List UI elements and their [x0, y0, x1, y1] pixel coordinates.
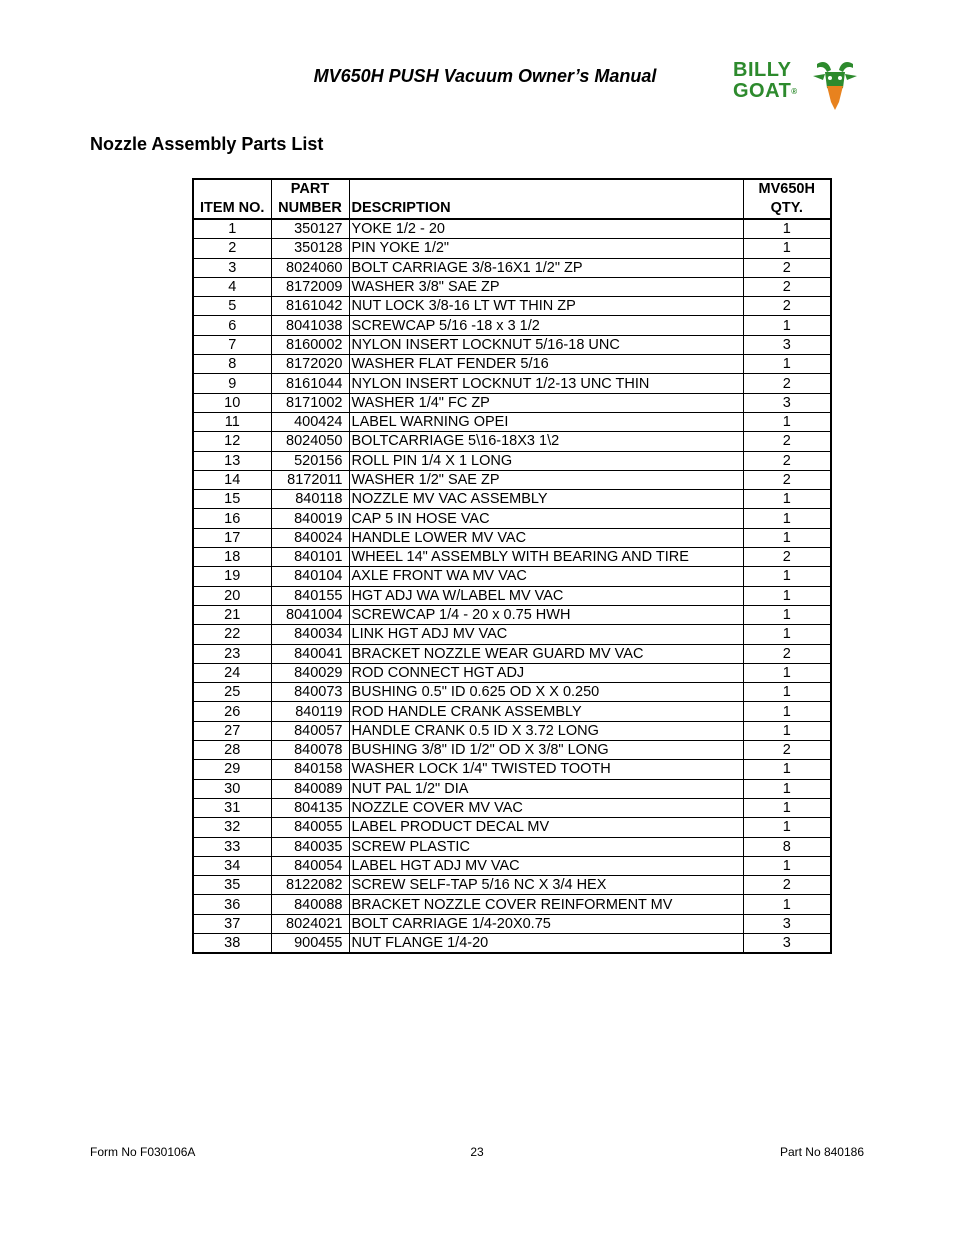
section-title: Nozzle Assembly Parts List [90, 134, 324, 154]
description-cell: HANDLE LOWER MV VAC [349, 528, 743, 547]
description-cell: BOLT CARRIAGE 3/8-16X1 1/2" ZP [349, 258, 743, 277]
parts-table-header [193, 179, 831, 219]
logo-line1: BILLY [733, 59, 792, 81]
description-cell: NUT LOCK 3/8-16 LT WT THIN ZP [349, 297, 743, 316]
description-cell: WASHER LOCK 1/4" TWISTED TOOTH [349, 760, 743, 779]
description-cell: BRACKET NOZZLE COVER REINFORMENT MV [349, 895, 743, 914]
description-cell: WASHER 3/8" SAE ZP [349, 277, 743, 296]
description-cell: NUT PAL 1/2" DIA [349, 779, 743, 798]
description-cell: SCREW SELF-TAP 5/16 NC X 3/4 HEX [349, 876, 743, 895]
part-number-cell: 400424 [271, 412, 349, 431]
part-number-cell: 8024050 [271, 432, 349, 451]
description-cell: NOZZLE MV VAC ASSEMBLY [349, 490, 743, 509]
table-row [193, 876, 831, 895]
description-cell: SCREWCAP 1/4 - 20 x 0.75 HWH [349, 605, 743, 624]
table-row [193, 374, 831, 393]
item-number-cell: 27 [193, 721, 271, 740]
table-row [193, 605, 831, 624]
part-number-cell: 350127 [271, 219, 349, 239]
quantity-cell: 1 [743, 760, 831, 779]
parts-table [192, 178, 832, 954]
table-row [193, 837, 831, 856]
item-number-cell: 25 [193, 683, 271, 702]
quantity-cell: 3 [743, 933, 831, 953]
description-cell: LABEL HGT ADJ MV VAC [349, 856, 743, 875]
table-row [193, 470, 831, 489]
goat-head-icon [809, 58, 861, 112]
part-number-cell: 840158 [271, 760, 349, 779]
description-cell: ROD HANDLE CRANK ASSEMBLY [349, 702, 743, 721]
part-number-cell: 520156 [271, 451, 349, 470]
description-cell: NYLON INSERT LOCKNUT 5/16-18 UNC [349, 335, 743, 354]
footer-form-number: Form No F030106A [90, 1145, 196, 1159]
table-row [193, 779, 831, 798]
quantity-cell: 1 [743, 355, 831, 374]
header-item-top [193, 179, 271, 199]
item-number-cell: 13 [193, 451, 271, 470]
quantity-cell: 2 [743, 470, 831, 489]
header-part-top: PART [271, 179, 349, 199]
table-row [193, 625, 831, 644]
description-cell: LINK HGT ADJ MV VAC [349, 625, 743, 644]
description-cell: HANDLE CRANK 0.5 ID X 3.72 LONG [349, 721, 743, 740]
description-cell: NOZZLE COVER MV VAC [349, 798, 743, 817]
item-number-cell: 6 [193, 316, 271, 335]
item-number-cell: 18 [193, 548, 271, 567]
item-number-cell: 38 [193, 933, 271, 953]
table-row [193, 509, 831, 528]
header-item-no: ITEM NO. [193, 199, 271, 219]
quantity-cell: 2 [743, 297, 831, 316]
table-row [193, 702, 831, 721]
item-number-cell: 34 [193, 856, 271, 875]
item-number-cell: 37 [193, 914, 271, 933]
part-number-cell: 840057 [271, 721, 349, 740]
quantity-cell: 1 [743, 663, 831, 682]
footer-part-number: Part No 840186 [779, 1145, 864, 1159]
item-number-cell: 36 [193, 895, 271, 914]
quantity-cell: 3 [743, 914, 831, 933]
quantity-cell: 1 [743, 683, 831, 702]
part-number-cell: 900455 [271, 933, 349, 953]
quantity-cell: 1 [743, 586, 831, 605]
billy-goat-logo [733, 58, 861, 114]
description-cell: BUSHING 3/8" ID 1/2" OD X 3/8" LONG [349, 741, 743, 760]
part-number-cell: 8172011 [271, 470, 349, 489]
table-row [193, 335, 831, 354]
table-row [193, 412, 831, 431]
quantity-cell: 1 [743, 605, 831, 624]
header-desc-top [349, 179, 743, 199]
table-row [193, 933, 831, 953]
item-number-cell: 8 [193, 355, 271, 374]
part-number-cell: 8024021 [271, 914, 349, 933]
quantity-cell: 1 [743, 528, 831, 547]
part-number-cell: 804135 [271, 798, 349, 817]
item-number-cell: 5 [193, 297, 271, 316]
description-cell: BOLT CARRIAGE 1/4-20X0.75 [349, 914, 743, 933]
item-number-cell: 15 [193, 490, 271, 509]
table-row [193, 567, 831, 586]
part-number-cell: 8171002 [271, 393, 349, 412]
table-row [193, 393, 831, 412]
description-cell: LABEL WARNING OPEI [349, 412, 743, 431]
description-cell: AXLE FRONT WA MV VAC [349, 567, 743, 586]
description-cell: WASHER 1/2" SAE ZP [349, 470, 743, 489]
item-number-cell: 9 [193, 374, 271, 393]
table-row [193, 451, 831, 470]
description-cell: YOKE 1/2 - 20 [349, 219, 743, 239]
quantity-cell: 2 [743, 277, 831, 296]
table-row [193, 490, 831, 509]
part-number-cell: 840118 [271, 490, 349, 509]
quantity-cell: 2 [743, 741, 831, 760]
item-number-cell: 3 [193, 258, 271, 277]
table-row [193, 219, 831, 239]
table-row [193, 760, 831, 779]
description-cell: SCREWCAP 5/16 -18 x 3 1/2 [349, 316, 743, 335]
item-number-cell: 33 [193, 837, 271, 856]
item-number-cell: 23 [193, 644, 271, 663]
footer-page-number: 23 [470, 1145, 484, 1159]
part-number-cell: 840055 [271, 818, 349, 837]
table-row [193, 586, 831, 605]
description-cell: NYLON INSERT LOCKNUT 1/2-13 UNC THIN [349, 374, 743, 393]
item-number-cell: 19 [193, 567, 271, 586]
item-number-cell: 1 [193, 219, 271, 239]
description-cell: WASHER FLAT FENDER 5/16 [349, 355, 743, 374]
item-number-cell: 7 [193, 335, 271, 354]
table-row [193, 528, 831, 547]
quantity-cell: 1 [743, 721, 831, 740]
part-number-cell: 8041004 [271, 605, 349, 624]
item-number-cell: 4 [193, 277, 271, 296]
table-row [193, 683, 831, 702]
part-number-cell: 840073 [271, 683, 349, 702]
part-number-cell: 8122082 [271, 876, 349, 895]
table-row [193, 297, 831, 316]
quantity-cell: 2 [743, 258, 831, 277]
quantity-cell: 1 [743, 219, 831, 239]
part-number-cell: 350128 [271, 239, 349, 258]
table-row [193, 798, 831, 817]
quantity-cell: 8 [743, 837, 831, 856]
description-cell: WASHER 1/4" FC ZP [349, 393, 743, 412]
item-number-cell: 29 [193, 760, 271, 779]
part-number-cell: 8160002 [271, 335, 349, 354]
part-number-cell: 840024 [271, 528, 349, 547]
description-cell: LABEL PRODUCT DECAL MV [349, 818, 743, 837]
description-cell: BRACKET NOZZLE WEAR GUARD MV VAC [349, 644, 743, 663]
description-cell: CAP 5 IN HOSE VAC [349, 509, 743, 528]
part-number-cell: 840034 [271, 625, 349, 644]
table-row [193, 895, 831, 914]
item-number-cell: 12 [193, 432, 271, 451]
item-number-cell: 11 [193, 412, 271, 431]
table-row [193, 741, 831, 760]
table-row [193, 856, 831, 875]
quantity-cell: 1 [743, 779, 831, 798]
item-number-cell: 26 [193, 702, 271, 721]
item-number-cell: 24 [193, 663, 271, 682]
quantity-cell: 1 [743, 316, 831, 335]
description-cell: BOLTCARRIAGE 5\16-18X3 1\2 [349, 432, 743, 451]
part-number-cell: 8161044 [271, 374, 349, 393]
description-cell: SCREW PLASTIC [349, 837, 743, 856]
item-number-cell: 21 [193, 605, 271, 624]
table-row [193, 644, 831, 663]
table-row [193, 277, 831, 296]
item-number-cell: 35 [193, 876, 271, 895]
part-number-cell: 840119 [271, 702, 349, 721]
part-number-cell: 840101 [271, 548, 349, 567]
logo-line2-wrap [733, 81, 798, 102]
part-number-cell: 8172020 [271, 355, 349, 374]
parts-table-body [193, 219, 831, 953]
table-row [193, 663, 831, 682]
item-number-cell: 17 [193, 528, 271, 547]
item-number-cell: 31 [193, 798, 271, 817]
header-description: DESCRIPTION [349, 199, 743, 219]
quantity-cell: 3 [743, 393, 831, 412]
logo-wordmark [733, 60, 798, 102]
quantity-cell: 1 [743, 895, 831, 914]
item-number-cell: 28 [193, 741, 271, 760]
quantity-cell: 1 [743, 412, 831, 431]
description-cell: PIN YOKE 1/2" [349, 239, 743, 258]
quantity-cell: 1 [743, 567, 831, 586]
item-number-cell: 14 [193, 470, 271, 489]
quantity-cell: 1 [743, 490, 831, 509]
quantity-cell: 1 [743, 509, 831, 528]
part-number-cell: 840019 [271, 509, 349, 528]
part-number-cell: 840078 [271, 741, 349, 760]
description-cell: WHEEL 14" ASSEMBLY WITH BEARING AND TIRE [349, 548, 743, 567]
part-number-cell: 840054 [271, 856, 349, 875]
item-number-cell: 20 [193, 586, 271, 605]
quantity-cell: 2 [743, 876, 831, 895]
quantity-cell: 2 [743, 451, 831, 470]
description-cell: ROLL PIN 1/4 X 1 LONG [349, 451, 743, 470]
quantity-cell: 1 [743, 625, 831, 644]
part-number-cell: 840089 [271, 779, 349, 798]
description-cell: BUSHING 0.5" ID 0.625 OD X X 0.250 [349, 683, 743, 702]
quantity-cell: 3 [743, 335, 831, 354]
header-qty: QTY. [743, 199, 831, 219]
quantity-cell: 2 [743, 548, 831, 567]
part-number-cell: 8161042 [271, 297, 349, 316]
item-number-cell: 10 [193, 393, 271, 412]
description-cell: HGT ADJ WA W/LABEL MV VAC [349, 586, 743, 605]
quantity-cell: 1 [743, 702, 831, 721]
part-number-cell: 840041 [271, 644, 349, 663]
quantity-cell: 2 [743, 644, 831, 663]
part-number-cell: 8041038 [271, 316, 349, 335]
document-title: MV650H PUSH Vacuum Owner’s Manual [313, 66, 657, 86]
quantity-cell: 1 [743, 239, 831, 258]
table-row [193, 355, 831, 374]
logo-registered-mark: ® [791, 87, 798, 96]
quantity-cell: 1 [743, 818, 831, 837]
table-row [193, 258, 831, 277]
table-row [193, 818, 831, 837]
table-row [193, 548, 831, 567]
table-row [193, 239, 831, 258]
part-number-cell: 8024060 [271, 258, 349, 277]
part-number-cell: 840035 [271, 837, 349, 856]
header-part-number: NUMBER [271, 199, 349, 219]
item-number-cell: 2 [193, 239, 271, 258]
logo-line2: GOAT [733, 80, 792, 102]
header-qty-top: MV650H [743, 179, 831, 199]
item-number-cell: 16 [193, 509, 271, 528]
table-row [193, 432, 831, 451]
part-number-cell: 840029 [271, 663, 349, 682]
item-number-cell: 30 [193, 779, 271, 798]
part-number-cell: 840104 [271, 567, 349, 586]
description-cell: ROD CONNECT HGT ADJ [349, 663, 743, 682]
table-row [193, 721, 831, 740]
part-number-cell: 840088 [271, 895, 349, 914]
quantity-cell: 2 [743, 374, 831, 393]
item-number-cell: 22 [193, 625, 271, 644]
part-number-cell: 8172009 [271, 277, 349, 296]
quantity-cell: 1 [743, 856, 831, 875]
item-number-cell: 32 [193, 818, 271, 837]
description-cell: NUT FLANGE 1/4-20 [349, 933, 743, 953]
quantity-cell: 2 [743, 432, 831, 451]
table-row [193, 316, 831, 335]
quantity-cell: 1 [743, 798, 831, 817]
part-number-cell: 840155 [271, 586, 349, 605]
table-row [193, 914, 831, 933]
